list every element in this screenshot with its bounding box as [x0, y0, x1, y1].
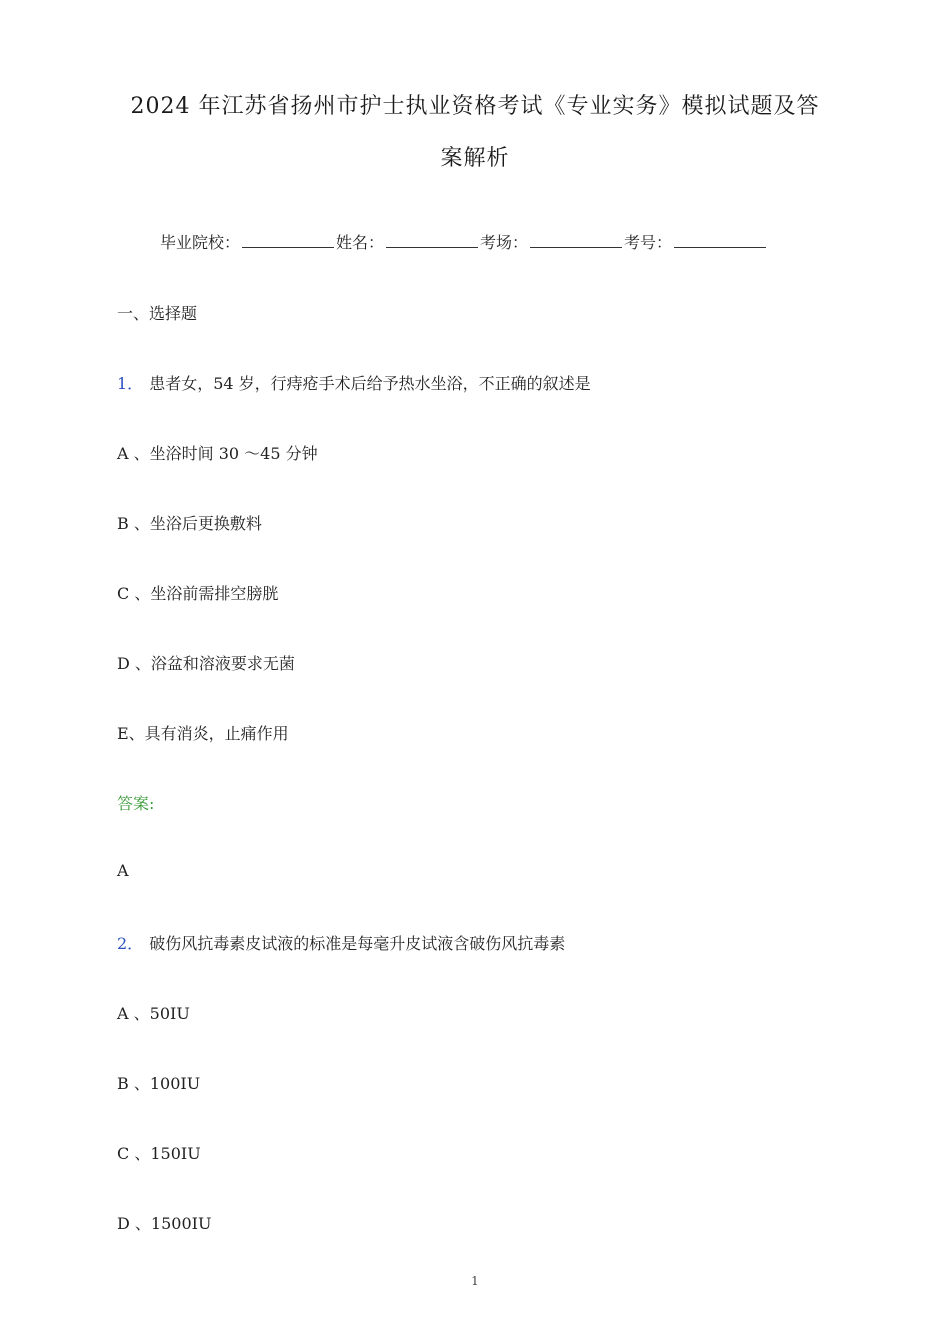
student-info-fields — [160, 230, 768, 253]
option-d: D 、浴盆和溶液要求无菌 — [117, 654, 295, 673]
question-text: 患者女，54 岁，行痔疮手术后给予热水坐浴，不正确的叙述是 — [149, 374, 591, 393]
venue-label: 考场： — [480, 233, 529, 252]
option-e: E、具有消炎，止痛作用 — [117, 724, 289, 743]
section-heading: 一、选择题 — [117, 304, 198, 323]
answer-label: 答案: — [117, 794, 155, 813]
option-a: A 、50IU — [117, 1004, 190, 1023]
document-title-line-2: 案解析 — [440, 146, 510, 171]
name-blank[interactable] — [386, 233, 478, 248]
question-text: 破伤风抗毒素皮试液的标准是每毫升皮试液含破伤风抗毒素 — [149, 934, 566, 953]
question-number: 1． — [117, 374, 144, 393]
option-d: D 、1500IU — [117, 1214, 212, 1233]
answer-value: A — [117, 861, 129, 880]
option-b: B 、坐浴后更换敷料 — [117, 514, 262, 533]
option-c: C 、150IU — [117, 1144, 201, 1163]
question-number: 2． — [117, 934, 144, 953]
number-label: 考号： — [624, 233, 673, 252]
number-blank[interactable] — [674, 233, 766, 248]
name-label: 姓名： — [336, 233, 385, 252]
venue-blank[interactable] — [530, 233, 622, 248]
school-label: 毕业院校： — [160, 233, 241, 252]
question-1 — [117, 371, 591, 394]
question-2 — [117, 931, 565, 954]
option-c: C 、坐浴前需排空膀胱 — [117, 584, 279, 603]
document-title-line-1: 2024 年江苏省扬州市护士执业资格考试《专业实务》模拟试题及答 — [130, 94, 820, 119]
school-blank[interactable] — [242, 233, 334, 248]
page-number: 1 — [471, 1274, 479, 1288]
option-b: B 、100IU — [117, 1074, 201, 1093]
option-a: A 、坐浴时间 30 ～45 分钟 — [117, 444, 318, 463]
